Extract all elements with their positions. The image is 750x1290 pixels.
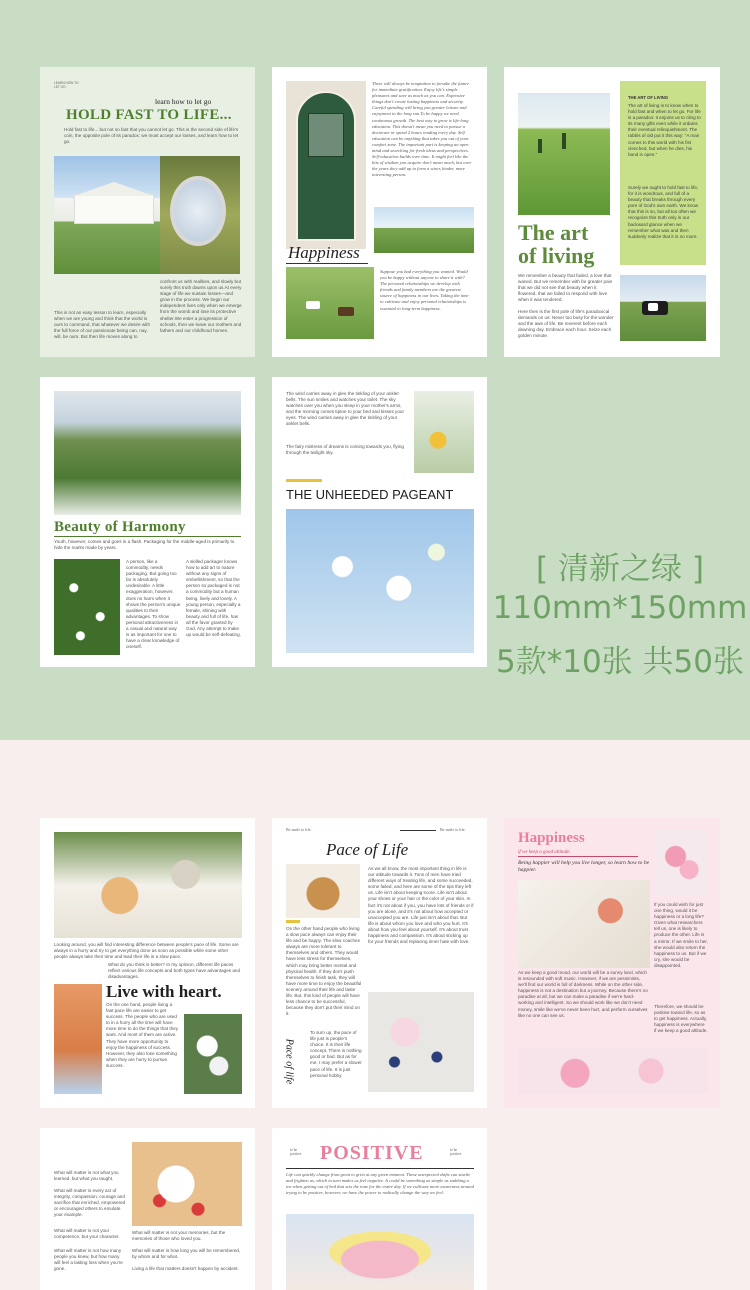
photo-cake-strawberry [132, 1142, 242, 1226]
photo-meadow [374, 207, 474, 253]
card10-rule [286, 1168, 474, 1169]
card-happiness-pink [504, 818, 720, 1108]
card1-col-right: confront us with realities, and slowly but surely this truth dawns upon us.At every stage of life we sustain losses—and grow in the process. We begin our independent lives only when we emerge from the womb and lose its protective shelter.We enter a progression of schools, then we leave our mothers and fathers and our childhood homes. [160, 279, 242, 333]
photo-pink-tulips [654, 830, 708, 896]
card3-title-line2: of living [518, 243, 595, 268]
card9-l3: What will matter is not your competence, but your character. [54, 1228, 120, 1240]
photo-hills [518, 93, 610, 215]
card5-text1: The wind carries away in glee the tinkling of your anklet bells. The sun smiles and watches your toilet. The sky watches over you when you sleep in your mother's arms, and the morning comes tiptoe to your bed and kisses your eyes. The wind carries away in glee the tinkling of your anklet bells. [286, 391, 404, 427]
card6-intro: Looking around, you will find interesting difference between people's pace of life. Some are always in a hurry and try to get everything done as soon as possible while some other people always take their time and lead their life in a slow pace. [54, 942, 239, 960]
card6-question: What do you think is better? In my opinion, different life paces reflect various life concepts and both types have advantages and disadvantages. [108, 962, 241, 980]
product-size: 110mm*150mm [492, 590, 748, 626]
card-art-of-living [504, 67, 720, 357]
photo-green-door [286, 81, 366, 249]
card-pace-of-life [272, 818, 487, 1108]
photo-flowers-tea [414, 391, 474, 473]
photo-blueberries [368, 992, 474, 1092]
card7-header-left: Be smile to life. [286, 827, 312, 832]
card4-sub: Youth, however, comes and goes in a flash. Packaging for the middle-aged is primarily to hide the marks made by years. [54, 539, 235, 551]
card2-top-text: There will always be temptation to forsake the future for immediate gratification. Enjoy life's simple pleasures and save as much as you can. Expensive things don't create lasting happiness and security. Careful spending will bring you greater leisure and enjoyment in the long run.To be happy we need continuous growth. The best way to grow is life-long education. This doesn't mean you need to pursue a doctorate or spend 2 hours reading every day. Self education can be anything that takes you out of your comfort zone. The important part is keeping an open mind and searching for fresh ideas and perspectives. Self-education builds over time. It might feel like the bits of wisdom you acquire don't mean much, but over the years they add up to form a wiser, kinder, more interesting person. [372, 81, 472, 178]
photo-cow [620, 275, 706, 341]
card3-text2: Here then is the first pole of life's paradoxical demands on us: Never too busy for the wonder and the awe of life. Be reverent before each dawning day. Embrace each hour. Seize each golden minute. [518, 309, 614, 339]
card4-col2: A skilled packager knows how to add art to nature without any signs of embellishment, so that the person so packaged is not a commodity but a human being, lively and lovely. A young person, especially a female, shining with beauty and full of life, has all the favor granted by God. Any attempt to make up would be self-defeating. [186, 559, 241, 638]
card10-side-left: to be positive [290, 1148, 302, 1157]
card-beauty-harmony [40, 377, 255, 667]
card10-text: Life can quickly change from great to grim at any given moment. These unexpected shifts can startle and frighten us, which in turn makes us feel negative. It could be something as simple as stubbing a toe when getting out of bed that sets the tone for the entire day. If we cultivate more awareness around trying to be positive, however, we have the power to radically change the way we feel. [286, 1172, 474, 1196]
card7-center-text: To sum up, the pace of life just is people's choice. It is their life concept. There is nothing good or bad. But as for me, I may prefer a slower pace of life. It is just personal hobby. [310, 1030, 362, 1078]
card1-kicker: learn how to let go [155, 97, 212, 106]
card8-right-text2: Therefore, we should be positive toward life, so as to get happiness. Actually, happiness is everywhere if we keep a good attitude. [654, 1004, 708, 1034]
photo-book-breakfast [518, 880, 650, 968]
photo-mirror-flowers [160, 156, 240, 274]
card2-title: Happiness [288, 243, 360, 262]
card5-title: THE UNHEEDED PAGEANT [286, 487, 454, 502]
product-style-name: [ 清新之绿 ] [536, 551, 704, 587]
card9-t1: What will matter is not your memories, but the memories of those who loved you. [132, 1230, 226, 1242]
card5-accent-bar [286, 479, 322, 482]
card4-rule [54, 536, 241, 537]
photo-melon [54, 984, 102, 1094]
card7-accent-bar [286, 920, 300, 923]
card1-col-left: This is not an easy lesson to learn, especially when we are young and think that the world is ours to command, that whatever we desire with the full force of our passionate being can, nay, will, be ours. But then life moves along to [54, 310, 151, 340]
card6-title: Live with heart. [106, 982, 222, 1001]
card-live-with-heart [40, 818, 255, 1108]
card10-side-right: to be positive [450, 1148, 462, 1157]
photo-picnic [54, 832, 242, 938]
card-positive [272, 1128, 487, 1290]
card3-text1: We remember a beauty that faded, a love that waned. But we remember with far greater pain that we did not see that beauty when it flowered, that we failed to respond with love when it was tendered. [518, 273, 613, 303]
card8-sub: if we keep a good attitude. [518, 850, 571, 855]
card7-vertical: Pace of life [283, 1038, 295, 1085]
photo-flower-field [54, 391, 241, 515]
product-count: 5款*10张 共50张 [496, 644, 744, 680]
card6-body: On the one hand, people living a fast pace life are easier to get success. The people who are used to in a hurry all the time will have more time to do the things that they want. And most of them are active. They have more opportunity to enjoy the happiness of success. However, they also lose something when they are hurry to pursue success. [106, 1002, 179, 1068]
card1-intro: Hold fast to life... but not so fast that you cannot let go. This is the second side of life's coin, the opposite pole of its paradox: we must accept our losses, and learn how to let go. [64, 127, 239, 145]
card8-title: Happiness [518, 830, 585, 846]
card7-header-right: Be smile to life. [440, 827, 466, 832]
card9-t2: What will matter is how long you will be remembered, by whom and for what. [132, 1248, 241, 1260]
card4-col1: A person, like a commodity, needs packaging. But going too far is absolutely undesirable. A little exaggeration, however, does no harm when it shows the person's unique qualities to their advantages. To show personal attractiveness in a casual and natural way is as important for one to have a clear knowledge of oneself. [126, 559, 181, 650]
card4-title: Beauty of Harmony [54, 519, 186, 535]
card-hold-fast [40, 67, 255, 357]
card9-t3: Living a life that matters doesn't happen by accident. [132, 1266, 239, 1271]
card2-rule [286, 263, 368, 264]
card8-rule [518, 856, 638, 857]
card7-right-text: As we all know, the most important thing in life is our attitude towards it. Tons of men have tried different ways of treating life, and some succeeded, some failed, and here are some of the tips they left us. Life isn't about keeping score. Life isn't about your shoes or your hair or the color of your skin. In fact it's not about if you, you have lots of friends or if you are alone, and it's not about how accepted or unaccepted you are. Life just isn't about that. But life is about whom you love and who you hurt. It's about how you feel about yourself. It's about trust happiness and compassion. It's about sticking up for your friends and replacing inner hate with love. [368, 866, 474, 945]
card9-l1: What will matter is not what you learned, but what you taught. [54, 1170, 119, 1182]
card9-l4: What will matter is not how many people you knew, but how many will feel a lasting loss when you're gone. [54, 1248, 123, 1272]
card7-title: Pace of Life [326, 840, 409, 859]
photo-cows [286, 267, 374, 339]
card8-right-text: If you could wish for just one thing, would it be happiness or a long life? Given what researchers tell us, one is likely to produce the other. Life is a mirror. If we smile to her, she would also return the happiness to us. But if we cry, she would be disappointed. [654, 902, 708, 968]
card-what-will-matter [40, 1128, 255, 1290]
photo-bread [286, 864, 360, 918]
card9-l2: What will matter is every act of integrity, compassion, courage and sacrifice that enriched, empowered or encouraged others to emulate your example. [54, 1188, 126, 1218]
photo-tulips [184, 1014, 242, 1094]
card3-box-heading: THE ART OF LIVING [628, 95, 669, 100]
card7-header-rule [400, 830, 436, 831]
card-happiness-green [272, 67, 487, 357]
card2-bottom-text: Suppose you had everything you wanted. Would you be happy without anyone to share it with? The personal relationships we develop with friends and family members are the greatest source of happiness in our lives. Taking the time to cultivate and enjoy personal relationships is essential to long-term happiness. [380, 269, 469, 311]
card7-left-text: On the other hand people who living a slow pace always can enjoy their life and be happy. The slow coaches always are more tolerant to themselves and others. They would have less stress for themselves, which may bring better mental and physical health. If they don't push themselves to finish task, they will have more time to enjoy the beautiful scenery around their life and taste life. But, this kind of people will have less chance to be successful, because they don't put their mind on it. [286, 926, 362, 1017]
photo-pink-cups [518, 1048, 708, 1094]
card8-lead: Being happier will help you live longer, so learn how to be happier. [518, 860, 650, 873]
card1-title: HOLD FAST TO LIFE... [66, 107, 232, 123]
card3-box-text2: Surely we ought to hold fast to life, for it is wondrous, and full of a beauty that breaks through every pore of God's own earth. We know that this is so, but all too often we recognize this truth only in our backward glance when we remember what was and then suddenly realize that it is no more. [628, 185, 699, 239]
card1-corner: LEARN HOW TO LET GO [54, 81, 79, 90]
card-unheeded-pageant [272, 377, 487, 667]
card3-box-text1: The art of living is to know when to hold fast and when to let go. For life is a paradox: it enjoins us to cling to its many gifts even while it ordains their eventual relinquishment. The rabbis of old put it this way: "A man comes to this world with his fist clenched, but when he dies, his hand is open." [628, 103, 701, 157]
card8-body: As we keep a good mood, our world will be a sunny land, which is resounded with soft music. However, if we are pessimists, we'll find our world is full of darkness. While on the other side, happiness is not a destination but a journey. Because there's no paradise at all, but we can make a paradise if we're hard-working and intelligent. So we should work like we don't need money, smile like we've never been hurt, and perform ourselves like no one can see us. [518, 970, 648, 1018]
card3-title-line1: The art [518, 220, 589, 245]
photo-pastel-cake [286, 1214, 474, 1290]
photo-pear-blossom [286, 509, 474, 653]
card10-title: POSITIVE [320, 1142, 424, 1164]
card5-text2: The fairy mistress of dreams is coming towards you, flying through the twilight sky. [286, 444, 404, 456]
photo-white-blossoms [54, 559, 120, 655]
